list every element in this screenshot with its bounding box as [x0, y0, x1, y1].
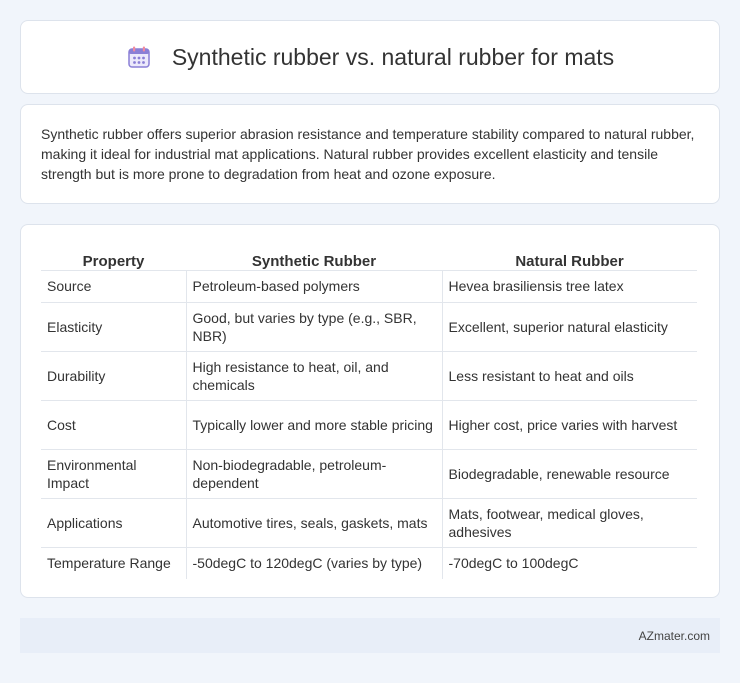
cell-natural: -70degC to 100degC [448, 555, 579, 572]
cell-natural: Excellent, superior natural elasticity [442, 302, 697, 351]
table-card [20, 224, 720, 598]
cell-natural: Less resistant to heat and oils [442, 351, 697, 400]
table-row [41, 302, 697, 351]
header-synthetic: Synthetic Rubber [186, 247, 442, 270]
cell-synthetic: Petroleum-based polymers [186, 270, 442, 302]
cell-synthetic: Non-biodegradable, petroleum-dependent [186, 449, 442, 498]
footer [20, 618, 720, 653]
summary-card [20, 104, 720, 204]
cell-synthetic: -50degC to 120degC (varies by type) [186, 547, 442, 579]
page-title: Synthetic rubber vs. natural rubber for mats [171, 43, 615, 70]
table-header-row [41, 247, 697, 270]
header-property: Property [41, 247, 186, 270]
cell-property: Applications [41, 498, 186, 547]
cell-property: Environmental Impact [41, 449, 186, 498]
table-row [41, 351, 697, 400]
title-card [20, 20, 720, 94]
cell-synthetic: Good, but varies by type (e.g., SBR, NBR) [186, 302, 442, 351]
cell-property: Cost [41, 400, 186, 449]
header-natural: Natural Rubber [442, 247, 697, 270]
table-row [41, 547, 697, 579]
cell-synthetic: High resistance to heat, oil, and chemicals [186, 351, 442, 400]
calendar-icon [126, 44, 152, 70]
title-wrap [126, 44, 614, 71]
cell-property: Temperature Range [41, 547, 186, 579]
table-row [41, 400, 697, 449]
table-row [41, 498, 697, 547]
cell-synthetic: Typically lower and more stable pricing [186, 400, 442, 449]
comparison-table [41, 247, 697, 579]
cell-property: Elasticity [41, 302, 186, 351]
cell-property: Durability [41, 351, 186, 400]
cell-synthetic: Automotive tires, seals, gaskets, mats [186, 498, 442, 547]
cell-natural: Higher cost, price varies with harvest [442, 400, 697, 449]
cell-natural: Mats, footwear, medical gloves, adhesives [442, 498, 697, 547]
cell-natural: Biodegradable, renewable resource [442, 449, 697, 498]
cell-property: Source [41, 270, 186, 302]
cell-natural: Hevea brasiliensis tree latex [442, 270, 697, 302]
summary-paragraph: Synthetic rubber offers superior abrasion resistance and temperature stability compared to natural rubber, making it ideal for industrial mat applications. Natural rubber provides excellent elasticity and tensile strength but is more prone to degradation from heat and ozone exposure. [41, 126, 695, 182]
table-row [41, 270, 697, 302]
table-row [41, 449, 697, 498]
footer-brand: AZmater.com [638, 628, 710, 643]
